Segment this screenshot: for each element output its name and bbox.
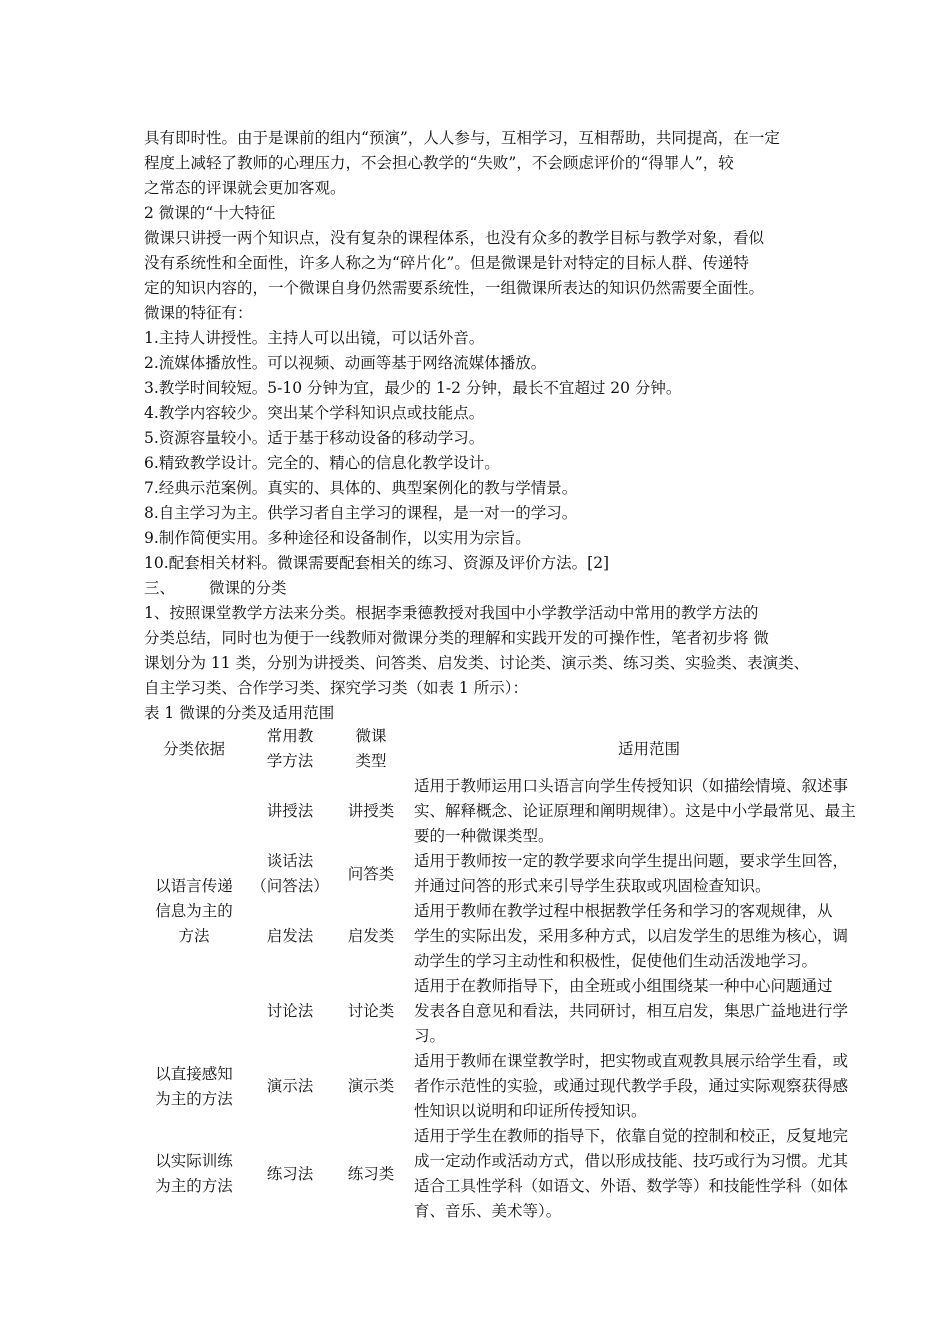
text-line: 定的知识内容的，一个微课自身仍然需要系统性，一组微课所表达的知识仍然需要全面性。 (144, 279, 765, 297)
type-cell: 问答类 (347, 864, 395, 883)
text-line: 分类总结，同时也为便于一线教师对微课分类的理解和实践开发的可操作性，笔者初步将 微 (144, 629, 769, 647)
table-row (144, 974, 884, 1049)
section3-heading (144, 576, 814, 601)
text-line: 1、按照课堂教学方法来分类。根据李秉德教授对我国中小学教学活动中常用的教学方法的 (144, 604, 759, 622)
basis-cell: 以实际训练 为主的方法 (155, 1152, 233, 1195)
feature-item: 7.经典示范案例。真实的、具体的、典型案例化的教与学情景。 (144, 479, 578, 497)
feature-item: 5.资源容量较小。适于基于移动设备的移动学习。 (144, 429, 485, 447)
text-line: 程度上减轻了教师的心理压力，不会担心教学的“失败”，不会顾虑评价的“得罪人”，较 (144, 154, 734, 172)
features-list (144, 326, 814, 576)
method-cell: 练习法 (266, 1164, 314, 1183)
basis-cell: 以语言传递 信息为主的 方法 (155, 877, 233, 945)
method-cell: 谈话法 （问答法） (251, 852, 329, 895)
table-row (144, 899, 884, 974)
type-cell: 讲授类 (347, 802, 395, 820)
text-line: 之常态的评课就会更加客观。 (144, 179, 346, 197)
feature-item: 2.流媒体播放性。可以视频、动画等基于网络流媒体播放。 (144, 354, 547, 372)
intro-paragraph (144, 126, 814, 201)
section3-number: 三、 (144, 579, 176, 597)
scope-cell: 适用于教师在课堂教学时，把实物或直观教具展示给学生看，或 者作示范性的实验，或通过现代教学手段，通过实际观察获得感 性知识以说明和印证所传授知识。 (414, 1052, 849, 1120)
method-cell: 讲授法 (266, 802, 314, 820)
table-header-row (144, 724, 884, 774)
type-cell: 启发类 (347, 927, 395, 945)
feature-item: 6.精致教学设计。完全的、精心的信息化教学设计。 (144, 454, 500, 472)
method-cell: 讨论法 (266, 1002, 314, 1020)
type-cell: 演示类 (347, 1077, 395, 1095)
text-line: 课划分为 11 类，分别为讲授类、问答类、启发类、讨论类、演示类、练习类、实验类、表演类、 (144, 654, 810, 672)
section3-title: 微课的分类 (209, 579, 287, 597)
scope-cell: 适用于教师按一定的教学要求向学生提出问题，要求学生回答， 并通过问答的形式来引导学生获取或巩固检查知识。 (414, 852, 849, 895)
text-line: 自主学习类、合作学习类、探究学习类（如表 1 所示）： (144, 679, 528, 697)
feature-item: 10.配套相关材料。微课需要配套相关的练习、资源及评价方法。[2] (144, 554, 610, 572)
table-row (144, 849, 884, 899)
scope-cell: 适用于教师在教学过程中根据教学任务和学习的客观规律，从 学生的实际出发，采用多种方式，以启发学生的思维为核心，调 动学生的学习主动性和积极性，促使他们生动活泼地学习。 (414, 902, 849, 970)
header-method: 常用教 学方法 (266, 727, 314, 770)
text-line: 没有系统性和全面性，许多人称之为“碎片化”。但是微课是针对特定的目标人群、传递特 (144, 254, 749, 272)
feature-item: 1.主持人讲授性。主持人可以出镜，可以话外音。 (144, 329, 485, 347)
feature-item: 4.教学内容较少。突出某个学科知识点或技能点。 (144, 404, 485, 422)
feature-item: 9.制作简便实用。多种途径和设备制作，以实用为宗旨。 (144, 529, 531, 547)
type-cell: 讨论类 (347, 1002, 395, 1020)
table-row (144, 1049, 884, 1124)
table-caption: 表 1 微课的分类及适用范围 (144, 704, 335, 722)
feature-item: 3.教学时间较短。5-10 分钟为宜，最少的 1-2 分钟，最长不宜超过 20 分钟。 (144, 379, 682, 397)
scope-cell: 适用于在教师指导下，由全班或小组围绕某一种中心问题通过 发表各自意见和看法，共同研讨，相互启发，集思广益地进行学 习。 (414, 977, 849, 1045)
section2-title: 2 微课的“十大特征 (144, 204, 276, 222)
scope-cell: 适用于学生在教师的指导下，依靠自觉的控制和校正，反复地完 成一定动作或活动方式，借以形成技能、技巧或行为习惯。尤其 适合工具性学科（如语文、外语、数学等）和技能性学科（如体 育、音乐、美术等）。 (414, 1127, 849, 1220)
header-type: 微课 类型 (355, 727, 387, 770)
type-cell: 练习类 (347, 1164, 395, 1183)
table-row (144, 774, 884, 849)
table-row (144, 1124, 884, 1224)
header-basis: 分类依据 (162, 739, 225, 758)
text-line: 具有即时性。由于是课前的组内“预演”，人人参与，互相学习，互相帮助，共同提高，在一定 (144, 129, 780, 147)
feature-item: 8.自主学习为主。供学习者自主学习的课程，是一对一的学习。 (144, 504, 578, 522)
classification-table (144, 724, 884, 1224)
method-cell: 启发法 (266, 927, 314, 945)
document-body (144, 126, 814, 726)
scope-cell: 适用于教师运用口头语言向学生传授知识（如描绘情境、叙述事 实、解释概念、论证原理和阐明规律）。这是中小学最常见、最主 要的一种微课类型。 (414, 777, 856, 845)
section2-paragraph (144, 226, 814, 301)
header-scope: 适用范围 (617, 739, 680, 758)
text-line: 微课只讲授一两个知识点，没有复杂的课程体系，也没有众多的教学目标与教学对象，看似 (144, 229, 765, 247)
basis-cell: 以直接感知 为主的方法 (155, 1064, 233, 1108)
features-intro: 微课的特征有： (144, 304, 253, 322)
section3-paragraph (144, 601, 814, 701)
method-cell: 演示法 (266, 1077, 314, 1095)
